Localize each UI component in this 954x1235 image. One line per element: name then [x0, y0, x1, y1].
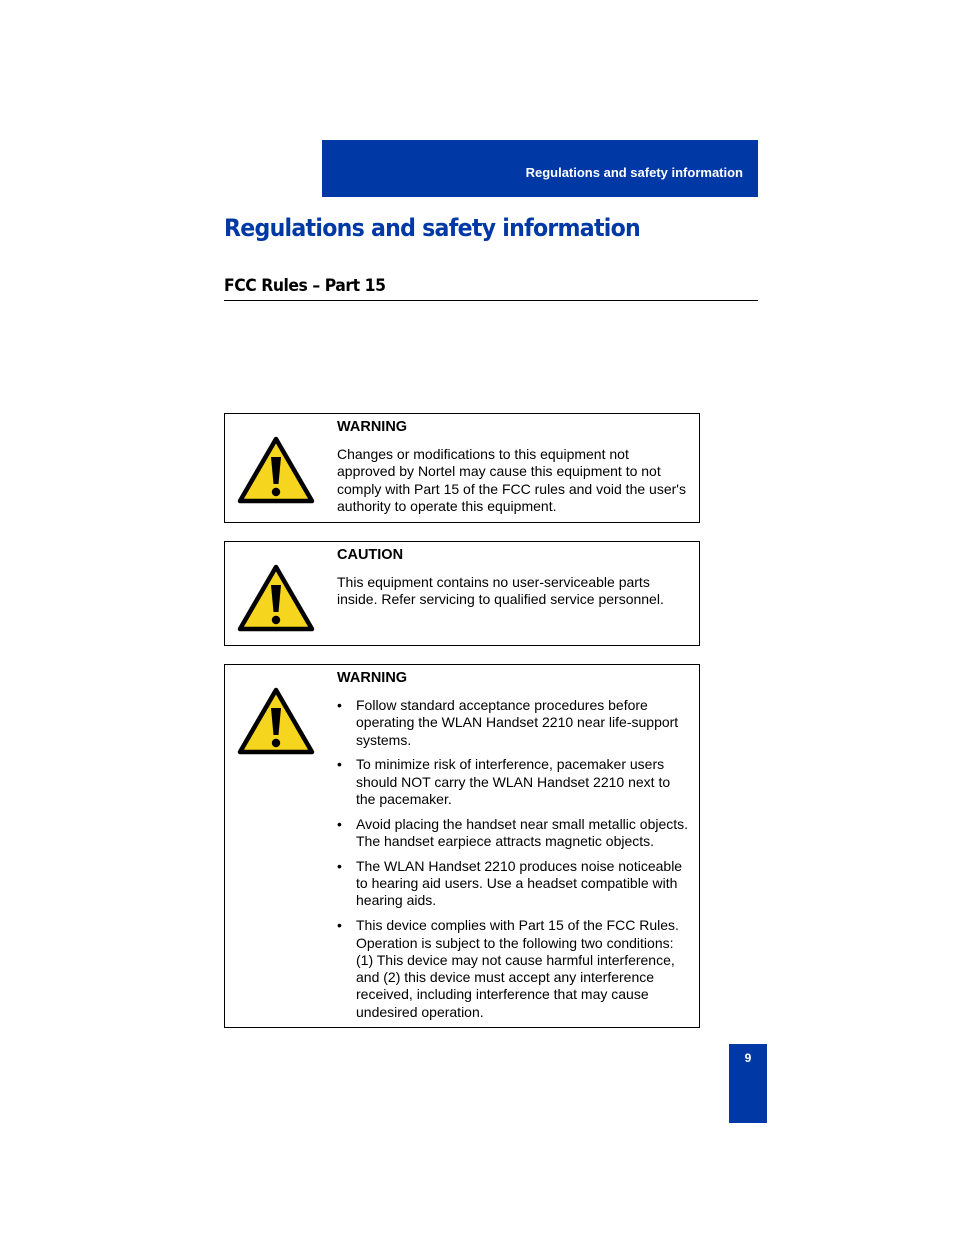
list-item-text: The WLAN Handset 2210 produces noise noticeable to hearing aid users. Use a headset compatible with hearing aids. — [356, 857, 683, 909]
page-number-tab — [729, 1044, 767, 1123]
notice-text: This equipment contains no user-serviceable parts inside. Refer servicing to qualified service personnel. — [337, 574, 664, 608]
list-item — [337, 858, 689, 910]
bullet-marker: • — [337, 697, 342, 713]
list-item-text: Avoid placing the handset near small metallic objects. The handset earpiece attracts magnetic objects. — [356, 815, 689, 850]
notice-label: CAUTION — [337, 547, 404, 563]
warning-triangle-icon — [237, 686, 315, 756]
notice-label: WARNING — [337, 670, 408, 686]
warning-triangle-icon — [237, 435, 315, 505]
bullet-marker: • — [337, 815, 342, 832]
section-title — [224, 276, 758, 301]
list-item — [337, 917, 689, 1021]
list-item — [337, 756, 689, 808]
warning-bullet-list — [337, 697, 689, 1021]
bullet-marker: • — [337, 857, 342, 874]
list-item-text: To minimize risk of interference, pacemaker users should NOT carry the WLAN Handset 2210 next to the pacemaker. — [356, 756, 671, 807]
bullet-marker: • — [337, 756, 342, 773]
warning-notice-safety-list — [224, 664, 700, 1028]
warning-triangle-icon — [237, 563, 315, 633]
notice-label: WARNING — [337, 419, 408, 435]
running-header-band — [322, 140, 758, 197]
page-number: 9 — [744, 1051, 752, 1065]
running-header-title: Regulations and safety information — [525, 165, 743, 180]
list-item-text: This device complies with Part 15 of the FCC Rules. Operation is subject to the following two conditions: (1) This device may not cause harmful interference, and (2) this device must accept any interference received, including interference that may cause undesired operation. — [356, 917, 679, 1020]
list-item — [337, 816, 689, 851]
caution-notice-serviceable-parts — [224, 541, 700, 646]
bullet-marker: • — [337, 917, 342, 934]
warning-notice-fcc-modifications — [224, 413, 700, 523]
notice-text: Changes or modifications to this equipment not approved by Nortel may cause this equipment to not comply with Part 15 of the FCC rules and void the user's authority to operate this equipment. — [337, 446, 686, 514]
list-item-text: Follow standard acceptance procedures before operating the WLAN Handset 2210 near life-support systems. — [356, 697, 679, 748]
list-item — [337, 697, 689, 749]
page-title: Regulations and safety information — [224, 214, 641, 242]
section-title-text: FCC Rules – Part 15 — [224, 276, 386, 296]
